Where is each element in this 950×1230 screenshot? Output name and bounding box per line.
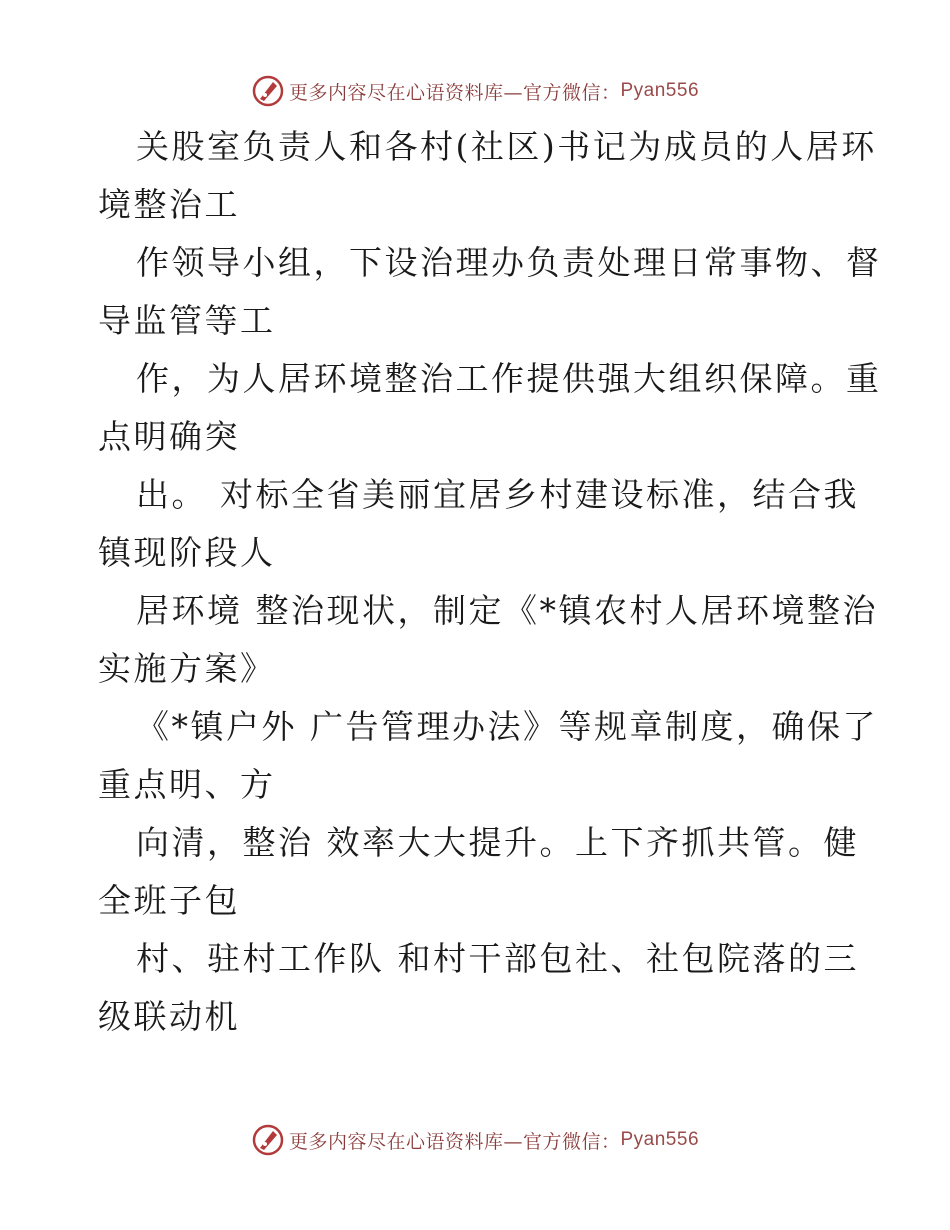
body-line: 村、驻村工作队 和村干部包社、社包院落的三 [136,939,859,978]
body-line: 作领导小组，下设治理办负责处理日常事物、督 [136,243,882,282]
footer-banner-text: 更多内容尽在心语资料库—官方微信： [288,1130,621,1153]
footer-watermark-banner [0,1120,950,1160]
body-line: 镇现阶段人 [98,533,276,572]
body-line: 级联动机 [98,997,240,1036]
body-line: 重点明、方 [98,765,276,804]
header-watermark-banner [0,71,950,111]
body-line: 《*镇户外 广告管理办法》等规章制度，确保了 [136,707,878,746]
body-line: 点明确突 [98,417,240,456]
body-line: 居环境 整治现状，制定《*镇农村人居环境整治 [136,591,878,630]
body-line: 境整治工 [98,185,240,224]
body-line: 作，为人居环境整治工作提供强大组织保障。重 [136,359,882,398]
body-line: 出。 对标全省美丽宜居乡村建设标准，结合我 [136,475,859,514]
footer-banner-wechat: Pyan556 [620,1129,700,1150]
body-line: 导监管等工 [98,301,276,340]
pen-nib-logo-icon [251,1123,285,1157]
body-line: 全班子包 [98,881,240,920]
body-line: 关股室负责人和各村(社区)书记为成员的人居环 [136,127,877,166]
pen-nib-logo-icon [251,74,285,108]
header-banner-text: 更多内容尽在心语资料库—官方微信： [288,81,621,104]
body-line: 向清，整治 效率大大提升。上下齐抓共管。健 [136,823,859,862]
body-line: 实施方案》 [98,649,276,688]
header-banner-wechat: Pyan556 [620,80,700,101]
document-body [98,118,882,1046]
